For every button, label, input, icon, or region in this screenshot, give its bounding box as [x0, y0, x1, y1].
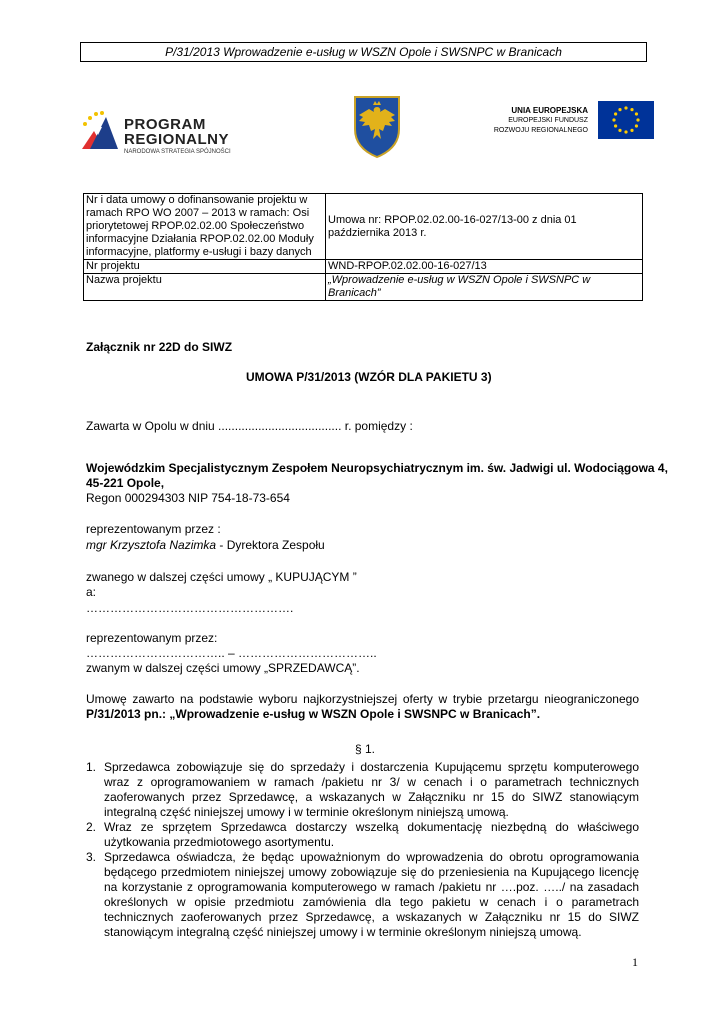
list-item: [86, 850, 639, 940]
table-row: [84, 194, 643, 260]
representative: [86, 538, 325, 553]
table-cell-label: Nr projektu: [84, 260, 326, 274]
party-regon: Regon 000294303 NIP 754-18-73-654: [86, 491, 290, 505]
party-name: Wojewódzkim Specjalistycznym Zespołem Neuropsychiatrycznym im. św. Jadwigi ul. Wodociągowa 4,: [86, 461, 668, 475]
table-row: [84, 274, 643, 301]
efrr-label-2: ROZWOJU REGIONALNEGO: [493, 127, 588, 134]
opole-coat-of-arms: [353, 95, 401, 164]
representative-role: - Dyrektora Zespołu: [216, 538, 325, 552]
list-item-text: Sprzedawca oświadcza, że będąc upoważnionym do wprowadzenia do obrotu oprogramowania będącego przedmiotem niniejszej umowy zobowiązuje się do przeniesienia na Kupującego licencję na korzystanie z oprogramowania komputerowego w ramach /pakietu nr ….poz. …../ na zasadach określonych w opisie przedmiotu zamówienia dla tego pakietu w cenach i o parametrach technicznych zaoferowanych przez Sprzedawcę, a wskazanych w Załączniku nr 15 do SIWZ stanowiącym integralną część niniejszej umowy i w terminie określonym niniejszą umową.: [104, 850, 639, 939]
party-address: 45-221 Opole,: [86, 476, 165, 490]
eu-flag-icon: [598, 101, 654, 139]
seller-placeholder: …………………………………………….: [86, 601, 294, 615]
logo-strip: [0, 95, 725, 165]
seller-line: zwanym w dalszej części umowy „SPRZEDAWCĄ”.: [86, 661, 360, 675]
program-regionalny-icon: [80, 109, 120, 153]
annex-heading: Załącznik nr 22D do SIWZ: [86, 340, 233, 354]
represented-label: reprezentowanym przez :: [86, 522, 221, 536]
running-header: P/31/2013 Wprowadzenie e-usług w WSZN Opole i SWSNPC w Branicach: [80, 42, 647, 62]
table-cell-value: WND-RPOP.02.02.00-16-027/13: [326, 260, 643, 274]
list-item-number: 1.: [86, 760, 97, 774]
table-cell-label: Nr i data umowy o dofinansowanie projektu w ramach RPO WO 2007 – 2013 w ramach: Osi priorytetowej RPOP.02.02.00 Społeczeństwo informacyjne Działania RPOP.02.02.00 Moduły informacyjne, platformy e-usługi i bazy danych: [84, 194, 326, 260]
table-row: [84, 260, 643, 274]
representative-name: mgr Krzysztofa Nazimka: [86, 538, 217, 552]
clause-list: [86, 760, 639, 940]
table-cell-value: „Wprowadzenie e-usług w WSZN Opole i SWSNPC w Branicach”: [326, 274, 643, 301]
page-number: 1: [632, 955, 638, 969]
nss-label: NARODOWA STRATEGIA SPÓJNOŚCI: [124, 149, 231, 155]
project-info-table: [83, 193, 643, 301]
list-item-text: Sprzedawca zobowiązuje się do sprzedaży i dostarczenia Kupującemu sprzętu komputerowego wraz z oprogramowaniem w ramach /pakietu nr 3/ w cenach i o parametrach technicznych zaoferowanych przez Sprzedawcę, a wskazanych w Załączniku nr 15 do SIWZ stanowiącym integralną część niniejszej umowy i w terminie określonym niniejszą umową.: [104, 760, 639, 819]
represented-label-2: reprezentowanym przez:: [86, 631, 218, 645]
section-heading: § 1.: [355, 742, 376, 756]
basis-reference: P/31/2013 pn.: „Wprowadzenie e-usług w WSZN Opole i SWSNPC w Branicach”.: [86, 707, 541, 721]
program-label: PROGRAM: [124, 116, 206, 133]
and-label: a:: [86, 585, 97, 599]
efrr-label-1: EUROPEJSKI FUNDUSZ: [508, 117, 588, 124]
table-cell-label: Nazwa projektu: [84, 274, 326, 301]
buyer-line: zwanego w dalszej części umowy „ KUPUJĄCYM ”: [86, 570, 357, 584]
seller-rep-placeholder: …………………………….. – ……………………………..: [86, 646, 377, 660]
list-item: [86, 760, 639, 820]
list-item-number: 2.: [86, 820, 97, 834]
eagle-shield-icon: [353, 95, 401, 159]
list-item: [86, 820, 639, 850]
eu-label: UNIA EUROPEJSKA: [511, 106, 588, 115]
concluded-line: Zawarta w Opolu w dniu ..................................... r. pomiędzy :: [86, 419, 413, 433]
regionalny-label: REGIONALNY: [124, 131, 230, 148]
basis-text: Umowę zawarto na podstawie wyboru najkorzystniejszej oferty w trybie przetargu nieograniczonego: [86, 692, 639, 706]
basis-paragraph: [86, 692, 639, 722]
table-cell-value: Umowa nr: RPOP.02.02.00-16-027/13-00 z dnia 01 października 2013 r.: [326, 194, 643, 260]
list-item-text: Wraz ze sprzętem Sprzedawca dostarczy wszelką dokumentację niezbędną do właściwego użytkowania przedmiotowego asortymentu.: [104, 820, 639, 849]
program-regionalny-logo: [80, 109, 231, 158]
contract-title: UMOWA P/31/2013 (WZÓR DLA PAKIETU 3): [246, 370, 492, 384]
list-item-number: 3.: [86, 850, 97, 864]
